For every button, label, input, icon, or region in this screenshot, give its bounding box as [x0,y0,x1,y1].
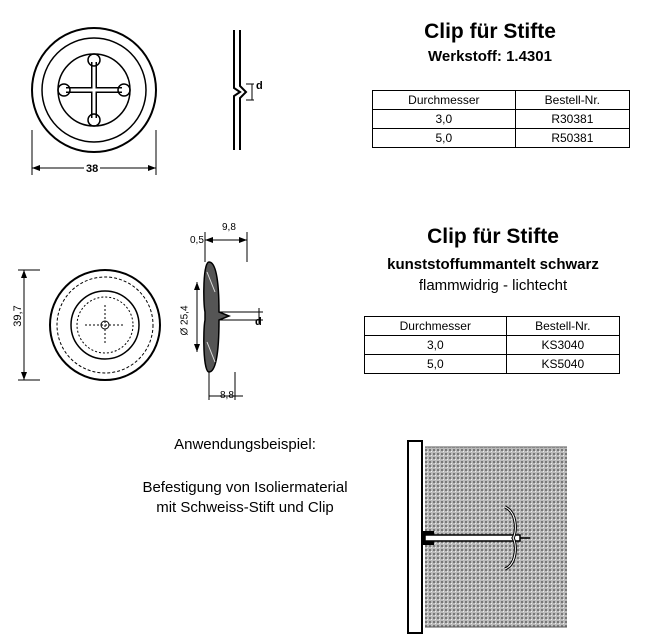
section2-note: flammwidrig - lichtecht [418,277,568,294]
clip-front-view-drawing [14,10,174,185]
application-line-2: mit Schweiss-Stift und Clip [156,499,334,516]
application-line-1: Befestigung von Isoliermaterial [142,479,348,496]
column-header-diameter: Durchmesser [365,317,507,336]
table-row [365,355,620,374]
dim-label-thickness-2: d [255,316,262,328]
coated-clip-front-view-drawing [10,250,170,395]
cell-order-number: R50381 [515,129,629,148]
coated-clip-side-view-drawing [185,222,270,407]
section1-order-table [372,90,630,148]
table-row [373,129,630,148]
table-row [365,336,620,355]
cell-order-number: R30381 [515,110,629,129]
dim-label-outer-diameter: 39,7 [12,305,24,327]
cell-diameter: 3,0 [365,336,507,355]
dim-label-bottom: 8,8 [220,390,234,401]
cell-diameter: 5,0 [373,129,516,148]
dim-label-top-offset: 0,5 [190,235,204,246]
cell-diameter: 3,0 [373,110,516,129]
dim-label-diameter: 38 [86,163,99,175]
section2-title: Clip für Stifte [427,225,559,248]
section2-subtitle: kunststoffummantelt schwarz [387,256,599,273]
application-heading: Anwendungsbeispiel: [174,436,316,453]
cell-order-number: KS5040 [506,355,619,374]
column-header-order-number: Bestell-Nr. [515,91,629,110]
cell-order-number: KS3040 [506,336,619,355]
section1-title: Clip für Stifte [424,20,556,43]
column-header-diameter: Durchmesser [373,91,516,110]
dim-label-thickness: d [256,80,263,92]
section1-subtitle: Werkstoff: 1.4301 [428,48,552,65]
dim-label-top-width: 9,8 [222,222,236,233]
table-header-row [373,91,630,110]
section2-order-table [364,316,620,374]
table-row [373,110,630,129]
dim-label-inner-diameter: Ø 25,4 [179,305,191,336]
application-example-drawing [405,437,570,637]
table-header-row [365,317,620,336]
cell-diameter: 5,0 [365,355,507,374]
column-header-order-number: Bestell-Nr. [506,317,619,336]
